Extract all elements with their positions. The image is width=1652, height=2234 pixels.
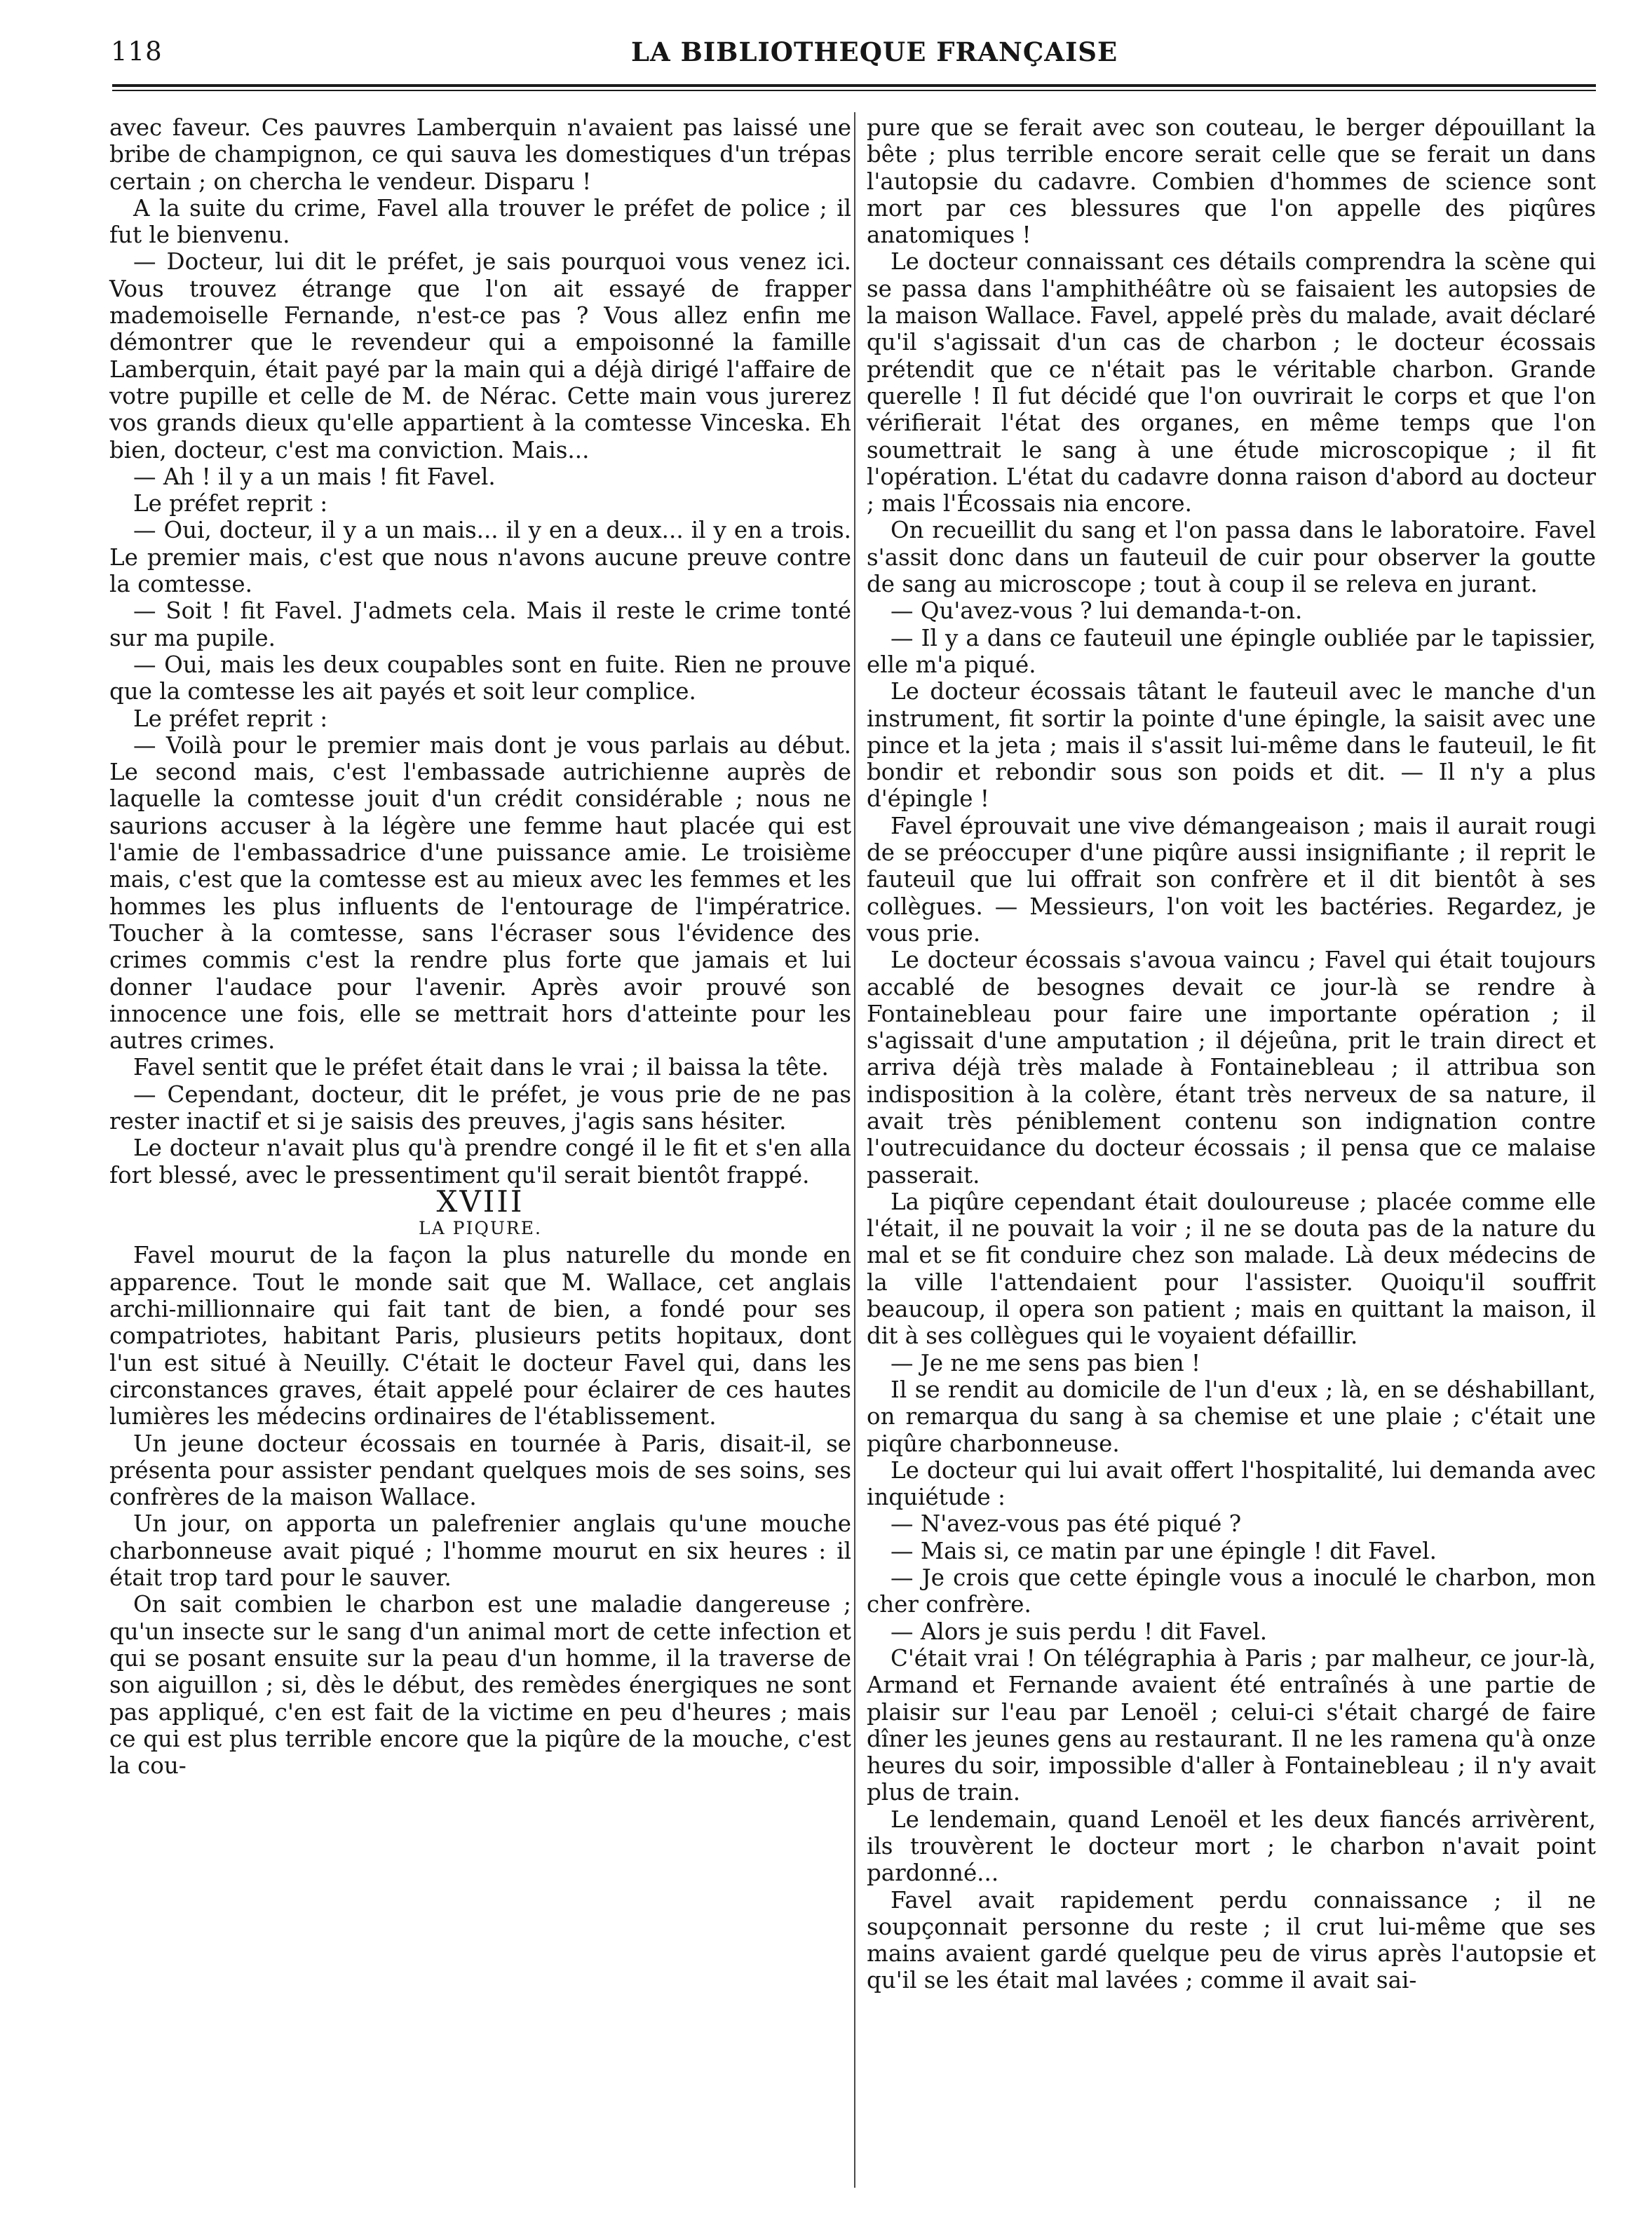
paragraph: — Oui, mais les deux coupables sont en fuite. Rien ne prouve que la comtesse les ait payés et soit leur complice. (109, 651, 851, 705)
header-rule-thin (112, 90, 1596, 91)
paragraph: Favel avait rapidement perdu connaissance ; il ne soupçonnait personne du reste ; il crut lui-même que ses mains avaient gardé quelque peu de virus après l'autopsie et qu'il se les était mal lavées ; comme il avait sai- (867, 1886, 1596, 1994)
header-rule (112, 84, 1596, 87)
paragraph: Le docteur écossais s'avoua vaincu ; Favel qui était toujours accablé de besognes devait ce jour-là se rendre à Fontainebleau pour faire une importante opération ; il s'agissait d'une amputation ; il déjeûna, prit le train direct et arriva déjà très malade à Fontainebleau ; il attribua son indisposition à la colère, étant très nerveux de sa nature, il avait très péniblement contenu son indignation contre l'outrecuidance du docteur écossais ; il pensa que ce malaise passerait. (867, 947, 1596, 1189)
column-separator (854, 112, 855, 2188)
paragraph: — Il y a dans ce fauteuil une épingle oubliée par le tapissier, elle m'a piqué. (867, 624, 1596, 678)
paragraph: pure que se ferait avec son couteau, le berger dépouillant la bête ; plus terrible encore serait celle que se ferait un dans l'autopsie du cadavre. Combien d'hommes de science sont mort par ces blessures que l'on appelle des piqûres anatomiques ! (867, 114, 1596, 249)
paragraph: Le docteur n'avait plus qu'à prendre congé il le fit et s'en alla fort blessé, avec le pressentiment qu'il serait bientôt frappé. (109, 1135, 851, 1189)
paragraph: Favel éprouvait une vive démangeaison ; mais il aurait rougi de se préoccuper d'une piqûre aussi insignifiante ; il reprit le fauteuil que lui offrait son confrère et il dit bientôt à ses collègues. — Messieurs, l'on voit les bactéries. Regardez, je vous prie. (867, 812, 1596, 947)
paragraph: A la suite du crime, Favel alla trouver le préfet de police ; il fut le bienvenu. (109, 194, 851, 249)
paragraph: Favel mourut de la façon la plus naturelle du monde en apparence. Tout le monde sait que M. Wallace, cet anglais archi-millionnaire qui fait tant de bien, a fondé pour ses compatriotes, habitant Paris, plusieurs petits hopitaux, dont l'un est situé à Neuilly. C'était le docteur Favel qui, dans les circonstances graves, était appelé pour éclairer de ces hautes lumières les médecins ordinaires de l'établissement. (109, 1242, 851, 1430)
paragraph: — N'avez-vous pas été piqué ? (891, 1510, 1242, 1538)
paragraph: — Je ne me sens pas bien ! (891, 1349, 1201, 1376)
paragraph: — Oui, docteur, il y a un mais... il y en a deux... il y en a trois. Le premier mais, c'est que nous n'avons aucune preuve contre la comtesse. (109, 517, 851, 598)
paragraph: — Voilà pour le premier mais dont je vous parlais au début. Le second mais, c'est l'embassade autrichienne auprès de laquelle la comtesse jouit d'un crédit considérable ; nous ne saurions accuser à la légère une femme haut placée qui est l'amie de l'embassadrice d'une puissance amie. Le troisième mais, c'est que la comtesse est au mieux avec les femmes et les hommes les plus influents de l'entourage de l'impératrice. Toucher à la comtesse, sans l'écraser sous l'évidence des crimes commis c'est la rendre plus forte que jamais et lui donner l'audace pour l'avenir. Après avoir prouvé son innocence une fois, elle se mettrait hors d'atteinte pour les autres crimes. (109, 731, 851, 1055)
paragraph: Le docteur connaissant ces détails comprendra la scène qui se passa dans l'amphithéâtre où se faisaient les autopsies de la maison Wallace. Favel, appelé près du malade, avait déclaré qu'il s'agissait d'un cas de charbon ; le docteur écossais prétendit que ce n'était pas le véritable charbon. Grande querelle ! Il fut décidé que l'on ouvrirait le corps et que l'on vérifierait l'état des organes, en même temps que l'on soumettrait le sang à une étude microscopique ; il fit l'opération. L'état du cadavre donna raison d'abord au docteur ; mais l'Écossais nia encore. (867, 248, 1596, 517)
paragraph: Un jour, on apporta un palefrenier anglais qu'une mouche charbonneuse avait piqué ; l'homme mourut en six heures : il était trop tard pour le sauver. (109, 1510, 851, 1592)
paragraph: Favel sentit que le préfet était dans le vrai ; il baissa la tête. (133, 1054, 829, 1081)
chapter-number: XVIII (436, 1184, 524, 1219)
left-column (109, 114, 851, 1779)
running-title: LA BIBLIOTHEQUE FRANÇAISE (631, 36, 1118, 67)
paragraph: On sait combien le charbon est une maladie dangereuse ; qu'un insecte sur le sang d'un animal mort de cette infection et qui se posant ensuite sur la peau d'un homme, il la traverse de son aiguillon ; si, dès le début, des remèdes énergiques ne sont pas appliqué, c'en est fait de la victime en peu d'heures ; mais ce qui est plus terrible encore que la piqûre de la mouche, c'est la cou- (109, 1591, 851, 1780)
paragraph: — Docteur, lui dit le préfet, je sais pourquoi vous venez ici. Vous trouvez étrange que l'on ait essayé de frapper mademoiselle Fernande, n'est-ce pas ? Vous allez enfin me démontrer que le revendeur qui a empoisonné la famille Lamberquin, était payé par la main qui a déjà dirigé l'affaire de votre pupille et celle de M. de Nérac. Cette main vous jurerez vos grands dieux qu'elle appartient à la comtesse Vinceska. Eh bien, docteur, c'est ma conviction. Mais... (109, 248, 851, 463)
paragraph: Il se rendit au domicile de l'un d'eux ; là, en se déshabillant, on remarqua du sang à sa chemise et une plaie ; c'était une piqûre charbonneuse. (867, 1376, 1596, 1457)
paragraph: avec faveur. Ces pauvres Lamberquin n'avaient pas laissé une bribe de champignon, ce qui sauva les domestiques d'un trépas certain ; on chercha le vendeur. Disparu ! (109, 114, 851, 195)
right-column (867, 114, 1596, 1994)
paragraph: — Ah ! il y a un mais ! fit Favel. (133, 463, 496, 490)
paragraph: — Je crois que cette épingle vous a inoculé le charbon, mon cher confrère. (867, 1564, 1596, 1618)
paragraph: — Alors je suis perdu ! dit Favel. (891, 1618, 1268, 1645)
paragraph: On recueillit du sang et l'on passa dans le laboratoire. Favel s'assit donc dans un fauteuil de cuir pour observer la goutte de sang au microscope ; tout à coup il se releva en jurant. (867, 517, 1596, 598)
paragraph: — Qu'avez-vous ? lui demanda-t-on. (891, 597, 1303, 625)
paragraph: C'était vrai ! On télégraphia à Paris ; par malheur, ce jour-là, Armand et Fernande avaient été entraînés à une partie de plaisir sur l'eau par Lenoël ; celui-ci s'était chargé de faire dîner les jeunes gens au restaurant. Il ne les ramena qu'à onze heures du soir, impossible d'aller à Fontainebleau ; il n'y avait plus de train. (867, 1644, 1596, 1806)
paragraph: La piqûre cependant était douloureuse ; placée comme elle l'était, il ne pouvait la voir ; il ne se douta pas de la nature du mal et se fit conduire chez son malade. Là deux médecins de la ville l'attendaient pour l'assister. Quoiqu'il souffrit beaucoup, il opera son patient ; mais en quittant la maison, il dit à ses collègues qui le voyaient défaillir. (867, 1188, 1596, 1350)
paragraph: Le docteur qui lui avait offert l'hospitalité, lui demanda avec inquiétude : (867, 1456, 1596, 1511)
paragraph: — Mais si, ce matin par une épingle ! dit Favel. (891, 1537, 1437, 1564)
chapter-title: LA PIQURE. (419, 1218, 542, 1239)
paragraph: Le docteur écossais tâtant le fauteuil avec le manche d'un instrument, fit sortir la pointe d'une épingle, la saisit avec une pince et la jeta ; mais il s'assit lui-même dans le fauteuil, le fit bondir et rebondir sous son poids et dit. — Il n'y a plus d'épingle ! (867, 678, 1596, 813)
paragraph: — Cependant, docteur, dit le préfet, je vous prie de ne pas rester inactif et si je saisis des preuves, j'agis sans hésiter. (109, 1081, 851, 1135)
paragraph: Le lendemain, quand Lenoël et les deux fiancés arrivèrent, ils trouvèrent le docteur mort ; le charbon n'avait point pardonné... (867, 1806, 1596, 1887)
page-number: 118 (111, 36, 163, 67)
paragraph: Un jeune docteur écossais en tournée à Paris, disait-il, se présenta pour assister pendant quelques mois de ses soins, ses confrères de la maison Wallace. (109, 1430, 851, 1511)
paragraph: Le préfet reprit : (133, 705, 328, 732)
paragraph: — Soit ! fit Favel. J'admets cela. Mais il reste le crime tonté sur ma pupile. (109, 597, 851, 651)
paragraph: Le préfet reprit : (133, 490, 328, 517)
